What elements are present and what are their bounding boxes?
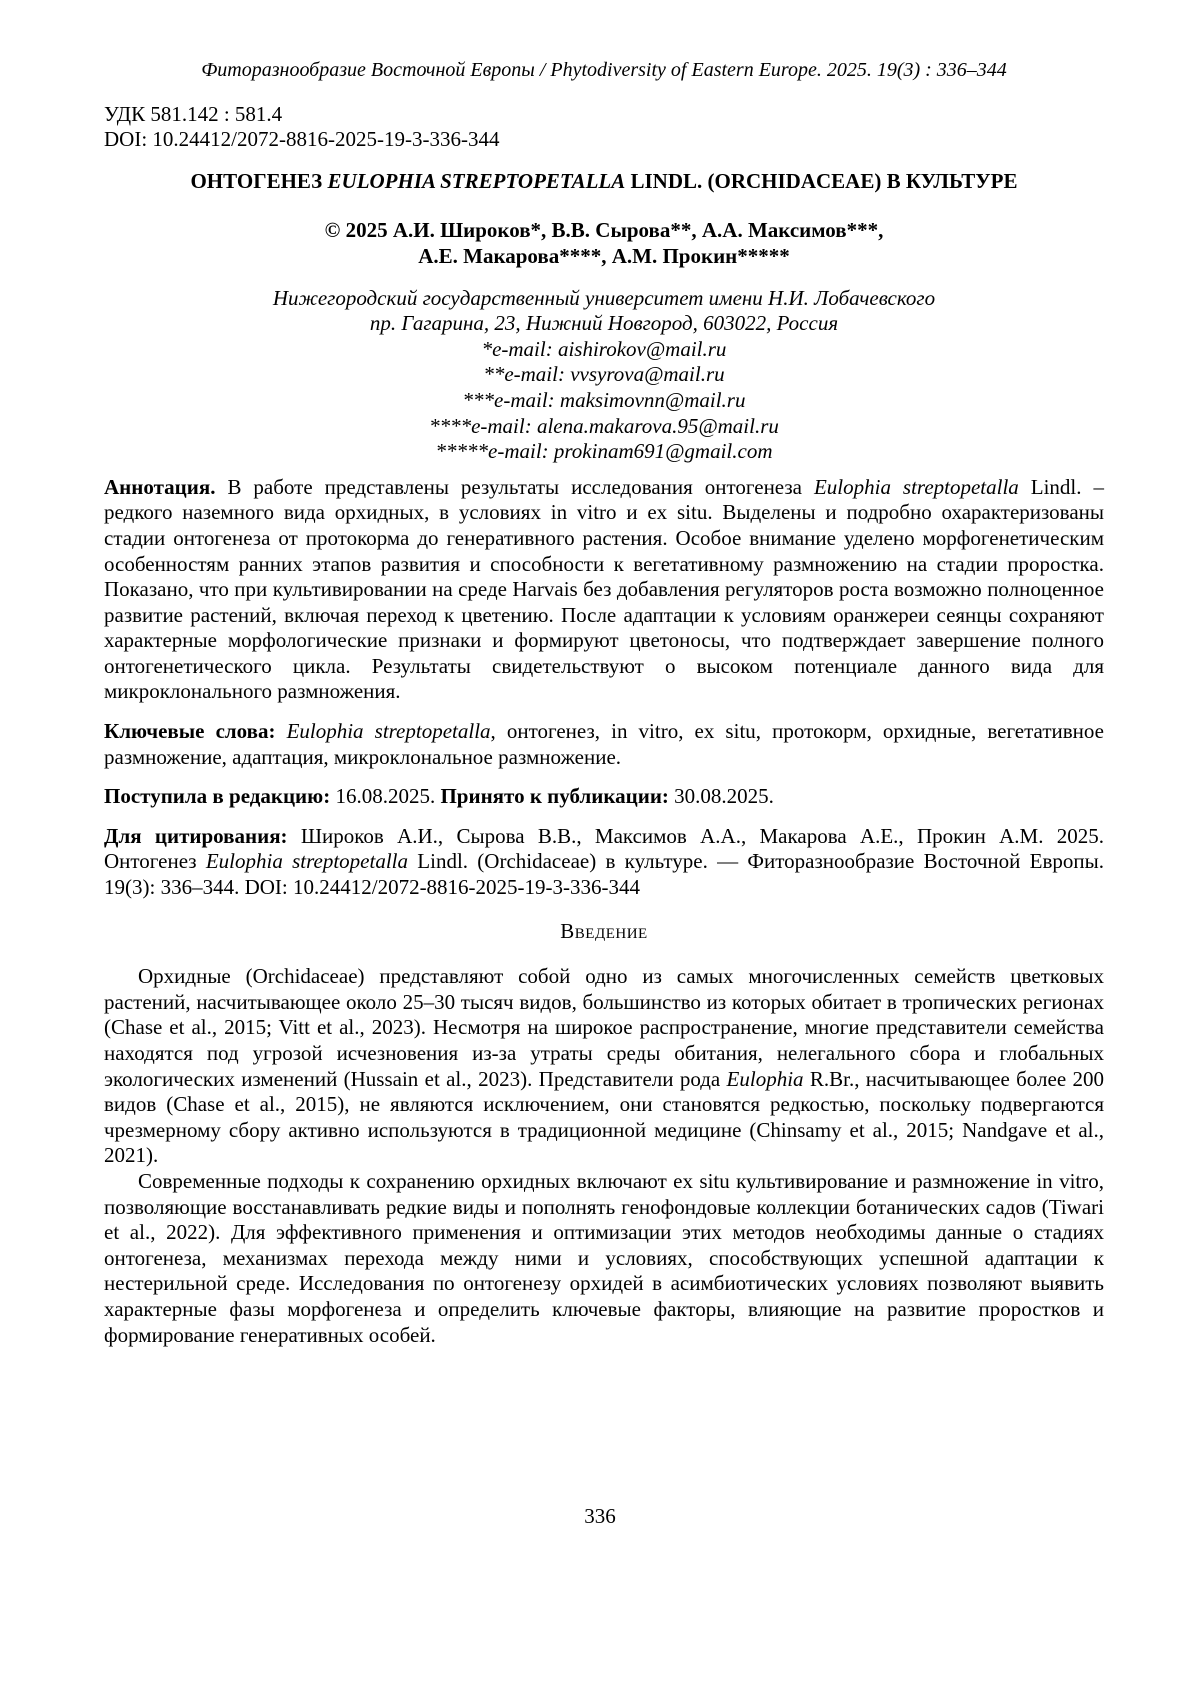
abstract-paragraph	[104, 475, 1104, 705]
doi-line: DOI: 10.24412/2072-8816-2025-19-3-336-344	[104, 127, 500, 152]
email-line-2: **e-mail: vvsyrova@mail.ru	[483, 362, 725, 387]
intro-p1-text-2: R.Br., насчитывающее более 200 видов (Chase et al., 2015), не являются исключением, они становятся редкостью, поскольку подвергаются чрезмерному сбору активно используются в традиционной медицине (Chinsamy et al., 2015; Nandgave et al., 2021).	[104, 1066, 1104, 1168]
abstract-label: Аннотация.	[104, 474, 216, 499]
introduction-paragraph-2: Современные подходы к сохранению орхидных включают ex situ культивирование и размножение in vitro, позволяющие восстанавливать редкие виды и пополнять генофондовые коллекции ботанических садов (Tiwari et al., 2022). Для эффективного применения и оптимизации этих методов необходимы данные о стадиях онтогенеза, механизмах перехода между ними и условиях, способствующих успешной адаптации к нестерильной среде. Исследования по онтогенезу орхидей в асимбиотических условиях позволяют выявить характерные фазы морфогенеза и определить ключевые факторы, влияющие на развитие проростков и формирование генеративных особей.	[104, 1168, 1104, 1347]
title-text-1: ОНТОГЕНЕЗ	[190, 168, 328, 193]
introduction-heading: Введение	[560, 918, 648, 943]
received-label: Поступила в редакцию:	[104, 784, 331, 809]
meta-block	[104, 102, 1104, 153]
running-head: Фиторазнообразие Восточной Европы / Phytodiversity of Eastern Europe. 2025. 19(3) : 336–344	[201, 59, 1007, 81]
udc-line: УДК 581.142 : 581.4	[104, 101, 283, 126]
authors-line-1: © 2025 А.И. Широков*, В.В. Сырова**, А.А. Максимов***,	[324, 218, 884, 243]
email-line-5: *****e-mail: prokinam691@gmail.com	[435, 439, 773, 464]
authors-block	[104, 218, 1104, 269]
email-line-4: ****e-mail: alena.makarova.95@mail.ru	[429, 413, 779, 438]
title-text-2: LINDL. (ORCHIDACEAE) В КУЛЬТУРЕ	[625, 168, 1018, 193]
title-species: EULOPHIA STREPTOPETALLA	[327, 168, 626, 193]
accepted-value: 30.08.2025.	[668, 784, 774, 809]
accepted-label: Принято к публикации:	[440, 784, 669, 809]
citation-label: Для цитирования:	[104, 823, 288, 848]
abstract-text-1: В работе представлены результаты исследования онтогенеза	[215, 474, 814, 499]
keywords-label: Ключевые слова:	[104, 719, 287, 744]
email-line-3: ***e-mail: maksimovnn@mail.ru	[462, 387, 746, 412]
page-number: 336	[584, 1504, 616, 1529]
intro-p1-text-1: Орхидные (Orchidaceae) представляют собой одно из самых многочисленных семейств цветковых растений, насчитывающее около 25–30 тысяч видов, большинство из которых обитает в тропических регионах (Chase et al., 2015; Vitt et al., 2023). Несмотря на широкое распространение, многие представители семейства находятся под угрозой исчезновения из-за утраты среды обитания, нелегального сбора и глобальных экологических изменений (Hussain et al., 2023). Представители рода	[104, 964, 1104, 1091]
abstract-text-2: Lindl. – редкого наземного вида орхидных, в условиях in vitro и ex situ. Выделены и подробно охарактеризованы стадии онтогенеза от протокорма до генеративного растения. Особое внимание уделено морфогенетическим особенностям ранних этапов развития и способности к вегетативному размножению на стадии проростка. Показано, что при культивировании на среде Harvais без добавления регуляторов роста возможно полноценное развитие растений, включая переход к цветению. После адаптации к условиям оранжереи сеянцы сохраняют характерные морфологические признаки и формируют цветоносы, что подтверждает завершение полного онтогенетического цикла. Результаты свидетельствуют о высоком потенциале данного вида для микроклонального размножения.	[104, 474, 1104, 704]
authors-line-2: А.Е. Макарова****, А.М. Прокин*****	[418, 243, 790, 268]
introduction-paragraph-1	[104, 964, 1104, 1169]
dates-line	[104, 784, 1104, 810]
keywords-paragraph	[104, 719, 1104, 770]
citation-text-2: Lindl. (Orchidaceae) в культуре. — Фиторазнообразие Восточной Европы. 19(3): 336–344. DOI: 10.24412/2072-8816-2025-19-3-336-344	[104, 849, 1104, 900]
affiliation-address: пр. Гагарина, 23, Нижний Новгород, 603022, Россия	[369, 311, 839, 336]
abstract-species: Eulophia streptopetalla	[813, 474, 1019, 499]
keywords-species: Eulophia streptopetalla	[286, 719, 491, 744]
keywords-text: , онтогенез, in vitro, ex situ, протокорм, орхидные, вегетативное размножение, адаптация, микроклональное размножение.	[104, 719, 1104, 769]
citation-text-1: Широков А.И., Сырова В.В., Максимов А.А., Макарова А.Е., Прокин А.М. 2025. Онтогенез	[104, 823, 1104, 874]
affiliation-university: Нижегородский государственный университет имени Н.И. Лобачевского	[272, 285, 936, 310]
affiliation-block	[104, 286, 1104, 465]
citation-species: Eulophia streptopetalla	[205, 849, 409, 874]
received-value: 16.08.2025.	[330, 784, 441, 809]
citation-paragraph	[104, 824, 1104, 901]
email-line-1: *e-mail: aishirokov@mail.ru	[481, 336, 727, 361]
article-title	[104, 169, 1104, 195]
intro-p1-species: Eulophia	[726, 1066, 804, 1091]
